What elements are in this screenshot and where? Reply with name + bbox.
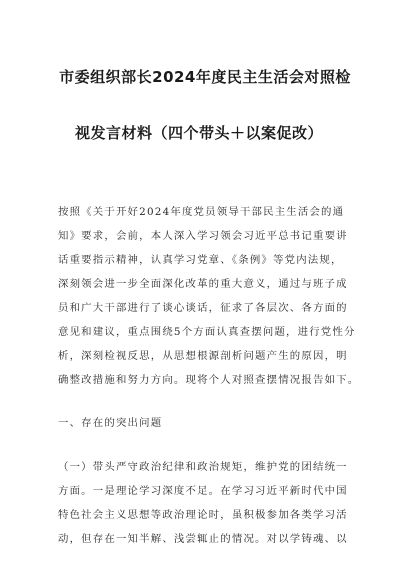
- intro-paragraph-line: 确整改措施和努力方向。现将个人对照查摆情况报告如下。: [58, 374, 360, 386]
- intro-paragraph-line: 意见和建议，重点围绕5个方面认真查摆问题，进行党性分: [58, 326, 356, 338]
- subsection-paragraph-line: （一）带头严守政治纪律和政治规矩，维护党的团结统一: [58, 461, 348, 473]
- intro-paragraph-line: 析，深刻检视反思，从思想根源剖析问题产生的原因，明: [58, 350, 348, 362]
- subsection-paragraph-line: 动，但存在一知半解、浅尝辄止的情况。对以学铸魂、以: [58, 533, 348, 545]
- subsection-paragraph-line: 特色社会主义思想等政治理论时，虽积极参加各类学习活: [58, 509, 348, 521]
- section-heading: 一、存在的突出问题: [58, 417, 163, 429]
- document-title-line-2: 视发言材料（四个带头＋以案促改）: [74, 124, 323, 142]
- intro-paragraph-line: 深刻领会进一步全面深化改革的重大意义，通过与班子成: [58, 278, 348, 290]
- intro-paragraph-line: 按照《关于开好2024年度党员领导干部民主生活会的通: [58, 206, 345, 218]
- subsection-paragraph-line: 方面。一是理论学习深度不足。在学习习近平新时代中国: [58, 485, 348, 497]
- intro-paragraph-line: 员和广大干部进行了谈心谈话，征求了各层次、各方面的: [58, 302, 348, 314]
- intro-paragraph-line: 话重要指示精神，认真学习党章、《条例》等党内法规，: [58, 254, 343, 266]
- document-title-line-1: 市委组织部长2024年度民主生活会对照检: [59, 68, 351, 86]
- intro-paragraph-line: 知》要求，会前，本人深入学习领会习近平总书记重要讲: [58, 230, 348, 242]
